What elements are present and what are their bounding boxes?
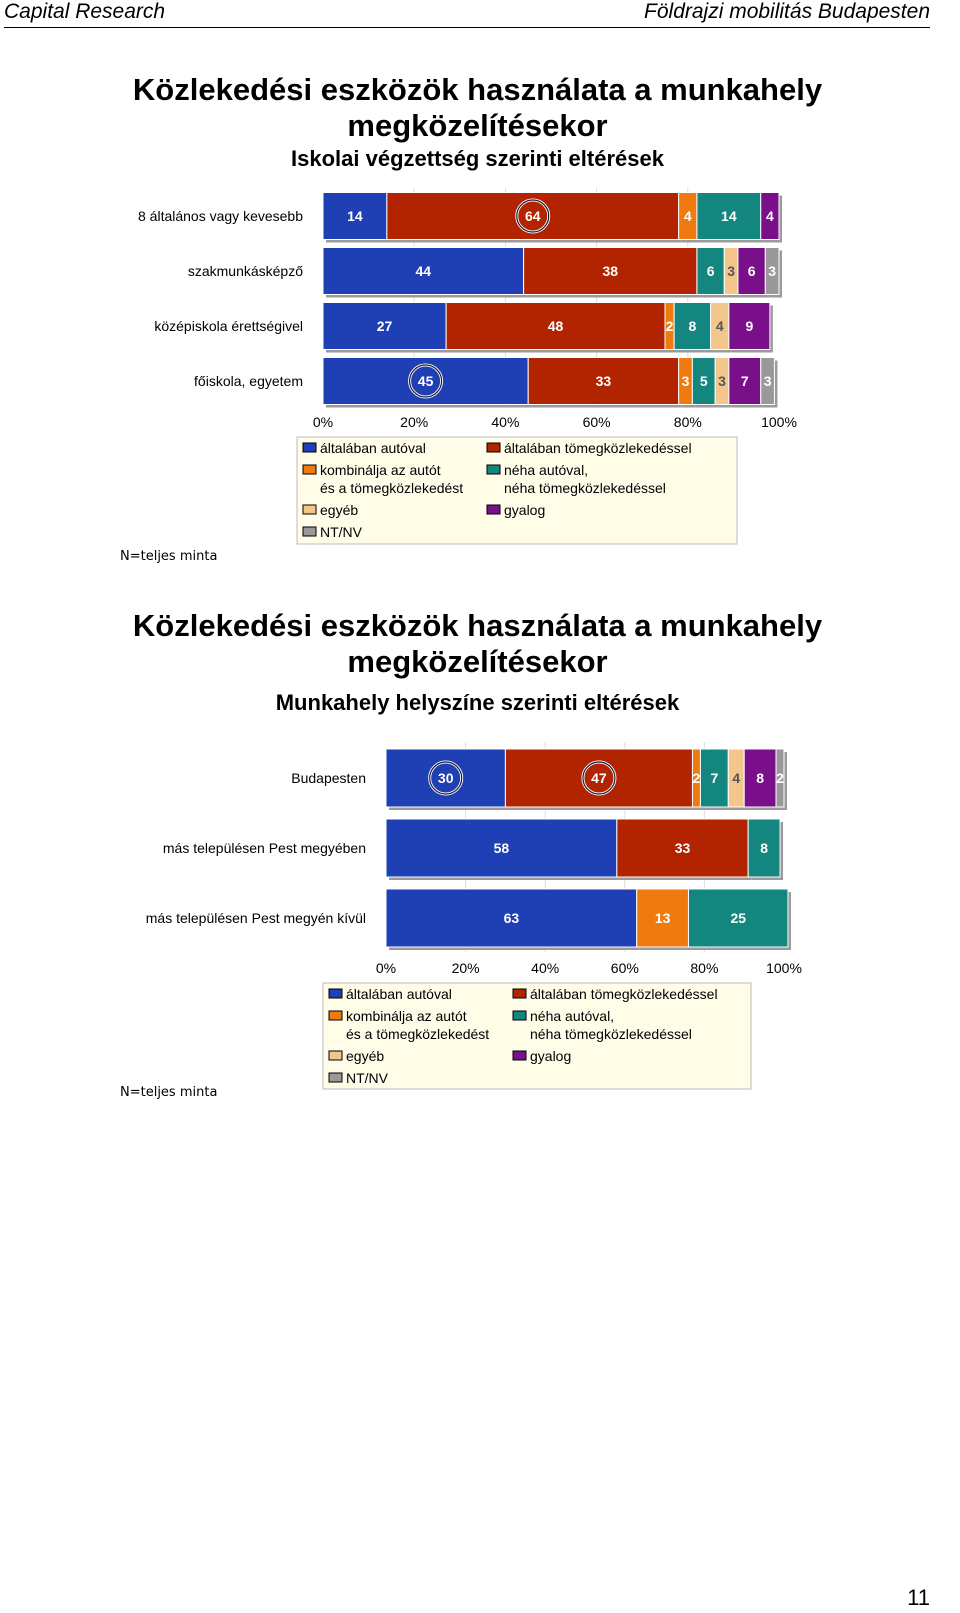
chart1-tick-label: 20% — [400, 414, 429, 430]
chart2-legend-label: általában tömegközlekedéssel — [530, 986, 718, 1002]
chart1-legend-label: néha autóval, — [504, 462, 589, 478]
chart2-data-label: 47 — [591, 770, 607, 786]
chart1-data-label: 5 — [699, 373, 708, 389]
chart1-title-line2: megközelítésekor — [347, 108, 608, 143]
chart1-category-label: szakmunkásképző — [187, 263, 303, 279]
chart2-data-label: 33 — [674, 840, 691, 856]
chart2-legend-label: kombinálja az autót — [346, 1008, 467, 1024]
chart2-title-line1: Közlekedési eszközök használata a munkahely — [132, 608, 823, 643]
chart1-data-label: 4 — [683, 208, 692, 224]
chart1-note: N=teljes minta — [120, 549, 218, 564]
chart1-category-label: főiskola, egyetem — [194, 373, 303, 389]
chart2-legend-swatch — [329, 989, 342, 998]
chart2-subtitle: Munkahely helyszíne szerinti eltérések — [275, 690, 680, 715]
chart2-legend-label: gyalog — [530, 1048, 572, 1064]
chart1-category-label: középiskola érettségivel — [154, 318, 303, 334]
chart1-category-label: 8 általános vagy kevesebb — [138, 208, 303, 224]
chart1-data-label: 3 — [727, 263, 736, 279]
page-number: 11 — [907, 1585, 930, 1610]
chart1-legend-label: néha tömegközlekedéssel — [504, 480, 666, 496]
header-left: Capital Research — [4, 0, 166, 23]
chart1-data-label: 27 — [376, 318, 393, 334]
chart2-data-label: 25 — [730, 910, 747, 926]
chart1-legend-label: és a tömegközlekedést — [320, 480, 464, 496]
chart1-title-line1: Közlekedési eszközök használata a munkahely — [132, 72, 823, 107]
chart2-tick-label: 40% — [531, 960, 560, 976]
chart2-legend-swatch — [329, 1051, 342, 1060]
chart1-data-label: 4 — [715, 318, 724, 334]
chart2-data-label: 13 — [654, 910, 671, 926]
chart2-category-label: más településen Pest megyén kívül — [145, 910, 366, 926]
chart2-tick-label: 20% — [451, 960, 480, 976]
chart1-data-label: 8 — [688, 318, 697, 334]
chart2-data-label: 7 — [710, 770, 719, 786]
chart1-data-label: 7 — [740, 373, 749, 389]
chart1-data-label: 38 — [602, 263, 619, 279]
chart2-category-label: más településen Pest megyében — [162, 840, 366, 856]
chart1-data-label: 3 — [718, 373, 726, 389]
chart1-data-label: 2 — [665, 318, 674, 334]
chart1-tick-label: 60% — [582, 414, 611, 430]
chart2-category-label: Budapesten — [291, 770, 366, 786]
chart1-data-label: 3 — [768, 263, 777, 279]
chart1-tick-label: 0% — [312, 414, 334, 430]
chart1-tick-label: 40% — [491, 414, 520, 430]
chart2-legend-label: és a tömegközlekedést — [346, 1026, 490, 1042]
chart1-data-label: 6 — [747, 263, 756, 279]
header-right: Földrajzi mobilitás Budapesten — [644, 0, 930, 23]
chart1-data-label: 44 — [415, 263, 432, 279]
chart1-legend-label: általában tömegközlekedéssel — [504, 440, 692, 456]
chart2-tick-label: 100% — [766, 960, 802, 976]
chart2-data-label: 58 — [493, 840, 510, 856]
chart2-legend-swatch — [329, 1073, 342, 1082]
chart2-note: N=teljes minta — [120, 1085, 218, 1100]
chart2-data-label: 30 — [437, 770, 454, 786]
chart1-tick-label: 100% — [761, 414, 797, 430]
chart2-legend-label: egyéb — [346, 1048, 385, 1064]
chart2-legend-label: néha tömegközlekedéssel — [530, 1026, 692, 1042]
chart2-data-label: 63 — [503, 910, 520, 926]
chart1-data-label: 4 — [765, 208, 774, 224]
chart1-legend-label: gyalog — [504, 502, 546, 518]
chart1-subtitle: Iskolai végzettség szerinti eltérések — [291, 146, 664, 171]
chart2-tick-label: 60% — [610, 960, 639, 976]
chart2-legend-swatch — [513, 1051, 526, 1060]
chart1-legend-label: NT/NV — [320, 524, 362, 540]
chart1-data-label: 48 — [547, 318, 564, 334]
chart1-tick-label: 80% — [673, 414, 702, 430]
chart1-data-label: 9 — [745, 318, 754, 334]
chart2-tick-label: 0% — [375, 960, 397, 976]
chart2-data-label: 2 — [692, 770, 701, 786]
chart1-data-label: 14 — [347, 208, 363, 224]
chart2-title-line2: megközelítésekor — [347, 644, 608, 679]
chart2-data-label: 8 — [756, 770, 765, 786]
chart1-data-label: 33 — [595, 373, 612, 389]
chart1-data-label: 45 — [417, 373, 434, 389]
chart1-data-label: 3 — [681, 373, 690, 389]
chart1-legend-label: általában autóval — [320, 440, 426, 456]
chart1-data-label: 64 — [524, 208, 541, 224]
chart1-data-label: 6 — [706, 263, 715, 279]
chart2-legend-label: általában autóval — [346, 986, 452, 1002]
chart2-tick-label: 80% — [690, 960, 719, 976]
chart2-data-label: 4 — [732, 770, 741, 786]
chart1-legend-label: egyéb — [320, 502, 359, 518]
chart1-data-label: 14 — [721, 208, 737, 224]
chart1-legend-label: kombinálja az autót — [320, 462, 441, 478]
chart2-data-label: 8 — [760, 840, 768, 856]
chart2-legend-swatch — [513, 1011, 526, 1020]
chart2-legend-label: néha autóval, — [530, 1008, 615, 1024]
chart2-legend-swatch — [329, 1011, 342, 1020]
chart2-data-label: 2 — [776, 770, 784, 786]
chart1-data-label: 3 — [763, 373, 772, 389]
chart2-legend-swatch — [513, 989, 526, 998]
chart2-legend-label: NT/NV — [346, 1070, 388, 1086]
